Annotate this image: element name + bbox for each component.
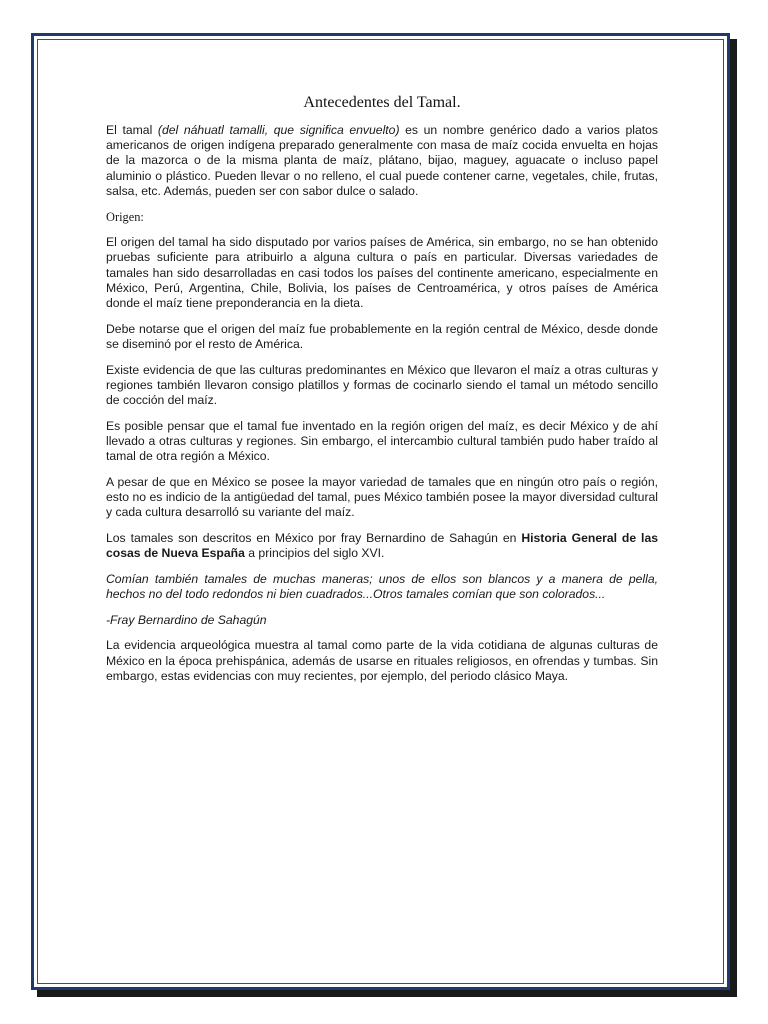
sahagun-quote: Comían también tamales de muchas maneras; unos de ellos son blancos y a manera de pella, hechos no del todo redondos ni bien cuadrados...Otros tamales comían que son colorados... — [106, 571, 658, 602]
origin-paragraph-2: Debe notarse que el origen del maíz fue probablemente en la región central de México, desde donde se diseminó por el resto de América. — [106, 321, 658, 351]
sahagun-paragraph — [106, 531, 658, 561]
section-label-origen: Origen: — [106, 209, 144, 224]
quote-attribution: -Fray Bernardino de Sahagún — [106, 612, 267, 627]
intro-paragraph — [106, 123, 658, 199]
intro-etymology: (del náhuatl tamalli, que significa envuelto) — [157, 123, 400, 137]
origin-paragraph-1: El origen del tamal ha sido disputado por varios países de América, sin embargo, no se han obtenido pruebas suficiente para atribuirlo a alguna cultura o país en particular. Diversas variedades de tamales han sido desarrolladas en casi todos los países del continente americano, especialmente en México, Perú, Argentina, Chile, Bolivia, los países de Centroamérica, y otros países de América donde el maíz tiene preponderancia en la dieta. — [106, 235, 658, 311]
origin-paragraph-3: Existe evidencia de que las culturas predominantes en México que llevaron el maíz a otras culturas y regiones también llevaron consigo platillos y formas de cocinarlo siendo el tamal un método sencillo de cocción del maíz. — [106, 362, 658, 408]
sahagun-book-title: Historia General de las cosas de Nueva España — [106, 530, 658, 561]
sahagun-before: Los tamales son descritos en México por fray Bernardino de Sahagún en — [106, 530, 522, 545]
intro-part1: El tamal — [106, 123, 158, 137]
document-title: Antecedentes del Tamal. — [303, 94, 461, 111]
intro-part2: es un nombre genérico dado a varios platos americanos de origen indígena preparado generalmente con masa de maíz cocida envuelta en hojas de la mazorca o de la misma planta de maíz, plátano, bijao, maguey, aguacate o incluso papel aluminio o plástico. Pueden llevar o no relleno, el cual puede contener carne, vegetales, chile, frutas, salsa, etc. Además, pueden ser con sabor dulce o salado. — [106, 123, 659, 198]
document-body — [106, 94, 658, 695]
origin-paragraph-4: Es posible pensar que el tamal fue inventado en la región origen del maíz, es decir México y de ahí llevado a otras culturas y regiones. Sin embargo, el intercambio cultural también pudo haber traído al tamal de otra región a México. — [106, 418, 658, 464]
closing-paragraph: La evidencia arqueológica muestra al tamal como parte de la vida cotidiana de algunas culturas de México en la época prehispánica, además de usarse en rituales religiosos, en ofrendas y tumbas. Sin embargo, estas evidencias con muy recientes, por ejemplo, del periodo clásico Maya. — [106, 638, 658, 683]
origin-paragraph-5: A pesar de que en México se posee la mayor variedad de tamales que en ningún otro país o región, esto no es indicio de la antigüedad del tamal, pues México también posee la mayor diversidad cultural y cada cultura desarrolló su variante del maíz. — [106, 474, 658, 520]
sahagun-after: a principios del siglo XVI. — [244, 546, 385, 561]
